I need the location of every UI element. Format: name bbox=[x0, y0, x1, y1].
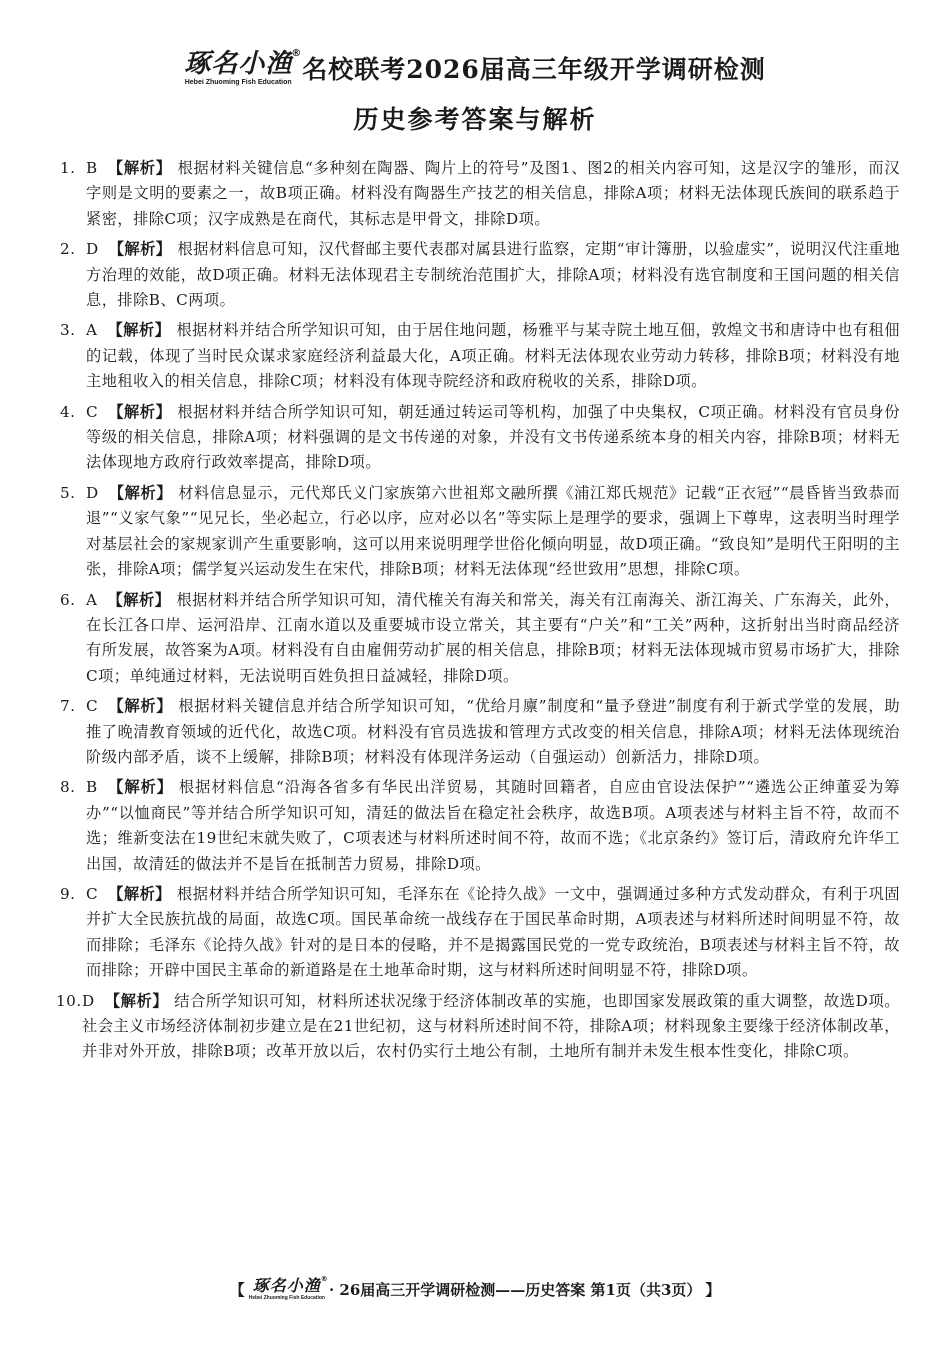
footer-bracket-close: 】 bbox=[705, 1281, 721, 1299]
page-title: 名校联考2026届高三年级开学调研检测 bbox=[302, 55, 766, 84]
analysis-text: 结合所学知识可知，材料所述状况缘于经济体制改革的实施，也即国家发展政策的重大调整，故选D项。社会主义市场经济体制初步建立是在21世纪初，这与材料所述时间不符，排除A项；材料现象主要缘于经济体制改革，并非对外开放，排除B项；改革开放以后，农村仍实行土地公有制，土地所有制并未发生根本性变化，排除C项。 bbox=[82, 991, 900, 1061]
answer-choice: D bbox=[82, 991, 95, 1010]
analysis-text: 根据材料并结合所学知识可知，由于居住地问题，杨雅平与某寺院土地互佃，敦煌文书和唐诗中也有租佃的记载，体现了当时民众谋求家庭经济利益最大化，A项正确。材料无法体现农业劳动力转移，排除B项；材料没有地主地租收入的相关信息，排除C项；材料没有体现寺院经济和政府税收的关系，排除D项。 bbox=[86, 321, 901, 391]
analysis-text: 根据材料信息“沿海各省多有华民出洋贸易，其随时回籍者，自应由官设法保护”“遴选公正绅董妥为筹办”“以恤商民”等并结合所学知识可知，清廷的做法旨在稳定社会秩序，故选B项。A项表述与材料主旨不符，故而不选；维新变法在19世纪末就失败了，C项表述与材料所述时间不符，故而不选；《北京条约》签订后，清政府允许华工出国，故清廷的做法并不是旨在抵制苦力贸易，排除D项。 bbox=[86, 778, 901, 873]
question-number: 2. bbox=[60, 240, 76, 259]
analysis-text: 根据材料关键信息并结合所学知识可知，“优给月廪”制度和“量予登进”制度有利于新式学堂的发展，助推了晚清教育领域的近代化，故选C项。材料没有官员选拔和管理方式改变的相关信息，排除A项；材料无法体现统治阶级内部矛盾，谈不上缓解，排除B项；材料没有体现洋务运动（自强运动）创新活力，排除D项。 bbox=[86, 697, 901, 766]
brand-logo-english: Hebei Zhuoming Fish Education bbox=[184, 78, 292, 86]
answer-choice: C bbox=[86, 884, 99, 903]
analysis-tag: 【解析】 bbox=[107, 778, 173, 797]
question-number: 1. bbox=[60, 159, 76, 177]
analysis-text: 根据材料信息可知，汉代督邮主要代表郡对属县进行监察，定期“审计簿册，以验虚实”，说明汉代注重地方治理的效能，故D项正确。材料无法体现君主专制统治范围扩大，排除A项；材料没有选官制度和王国问题的相关信息，排除B、C两项。 bbox=[86, 240, 901, 310]
answer-choice: B bbox=[86, 159, 98, 177]
question-number: 6. bbox=[60, 590, 76, 609]
question-number: 9. bbox=[60, 884, 76, 903]
answer-item bbox=[60, 481, 900, 583]
question-number: 7. bbox=[60, 697, 76, 716]
analysis-text: 根据材料关键信息“多种刻在陶器、陶片上的符号”及图1、图2的相关内容可知，这是汉字的雏形，而汉字则是文明的要素之一，故B项正确。材料没有陶器生产技艺的相关信息，排除A项；材料无法体现氏族间的联系趋于紧密，排除C项；汉字成熟是在商代，其标志是甲骨文，排除D项。 bbox=[86, 159, 901, 228]
answer-item bbox=[60, 775, 900, 877]
analysis-tag: 【解析】 bbox=[108, 483, 173, 502]
analysis-text: 材料信息显示，元代郑氏义门家族第六世祖郑文融所撰《浦江郑氏规范》记载“正衣冠”“晨昏皆当致恭而退”“义家气象”“见兄长，坐必起立，行必以序，应对必以名”等实际上是理学的要求，强调上下尊卑，这表明当时理学对基层社会的家规家训产生重要影响，这可以用来说明理学世俗化倾向明显，故D项正确。“致良知”是明代王阳明的主张，排除A项；儒学复兴运动发生在宋代，排除B项；材料无法体现“经世致用”思想，排除C项。 bbox=[86, 483, 901, 579]
analysis-tag: 【解析】 bbox=[107, 159, 172, 177]
answer-choice: A bbox=[86, 321, 98, 340]
answer-item bbox=[60, 588, 900, 690]
answer-list bbox=[56, 156, 901, 1070]
answer-item bbox=[60, 156, 900, 232]
answer-item bbox=[60, 318, 900, 394]
answer-choice: C bbox=[86, 402, 99, 421]
answer-choice: D bbox=[86, 240, 99, 259]
analysis-tag: 【解析】 bbox=[107, 590, 171, 609]
analysis-tag: 【解析】 bbox=[108, 884, 172, 903]
brand-logo bbox=[184, 47, 303, 86]
answer-choice: A bbox=[86, 590, 98, 609]
footer-text: · 26届高三开学调研检测——历史答案 第1页（共3页） bbox=[328, 1281, 702, 1299]
answer-item bbox=[60, 882, 900, 984]
footer-logo-text: 琢名小渔 ® bbox=[252, 1275, 329, 1295]
answer-choice: C bbox=[86, 697, 99, 716]
answer-choice: B bbox=[86, 778, 98, 797]
answer-item bbox=[60, 400, 900, 476]
title-line bbox=[0, 47, 950, 86]
analysis-text: 根据材料并结合所学知识可知，朝廷通过转运司等机构，加强了中央集权，C项正确。材料没有官员身份等级的相关信息，排除A项；材料强调的是文书传递的对象，并没有文书传递系统本身的相关内容，排除B项；材料无法体现地方政府行政效率提高，排除D项。 bbox=[86, 402, 901, 472]
analysis-text: 根据材料并结合所学知识可知，清代榷关有海关和常关，海关有江南海关、浙江海关、广东海关，此外，在长江各口岸、运河沿岸、江南水道以及重要城市设立常关，其主要有“户关”和“工关”两种，这折射出当时商品经济有所发展，故答案为A项。材料没有自由雇佣劳动扩展的相关信息，排除B项；材料无法体现城市贸易市场扩大，排除C项；单纯通过材料，无法说明百姓负担日益减轻，排除D项。 bbox=[86, 590, 901, 685]
question-number: 5. bbox=[60, 483, 76, 502]
answer-choice: D bbox=[86, 483, 99, 502]
analysis-text: 根据材料并结合所学知识可知，毛泽东在《论持久战》一文中，强调通过多种方式发动群众，有利于巩固并扩大全民族抗战的局面，故选C项。国民革命统一战线存在于国民革命时期，A项表述与材料所述时间明显不符，故而排除；毛泽东《论持久战》针对的是日本的侵略，并不是揭露国民党的一党专政统治，B项表述与材料主旨不符，故而排除；开辟中国民主革命的新道路是在土地革命时期，这与材料所述时间明显不符，排除D项。 bbox=[86, 884, 901, 980]
analysis-tag: 【解析】 bbox=[108, 697, 173, 716]
analysis-tag: 【解析】 bbox=[104, 991, 169, 1010]
page-subtitle: 历史参考答案与解析 bbox=[353, 105, 597, 134]
brand-logo-text: 琢名小渔 ® bbox=[184, 47, 303, 79]
analysis-tag: 【解析】 bbox=[108, 402, 172, 421]
question-number: 4. bbox=[60, 402, 76, 421]
question-number: 10. bbox=[56, 991, 82, 1010]
footer-bracket-open: 【 bbox=[229, 1281, 245, 1299]
footer-logo bbox=[248, 1275, 329, 1301]
question-number: 3. bbox=[60, 321, 76, 340]
answer-item bbox=[56, 989, 900, 1065]
document-header bbox=[0, 47, 950, 136]
page-footer bbox=[0, 1275, 950, 1301]
analysis-tag: 【解析】 bbox=[108, 240, 172, 259]
answer-item bbox=[60, 237, 900, 313]
answer-item bbox=[60, 694, 900, 770]
analysis-tag: 【解析】 bbox=[107, 321, 171, 340]
question-number: 8. bbox=[60, 778, 76, 797]
footer-logo-english: Hebei Zhuoming Fish Education bbox=[248, 1295, 325, 1301]
